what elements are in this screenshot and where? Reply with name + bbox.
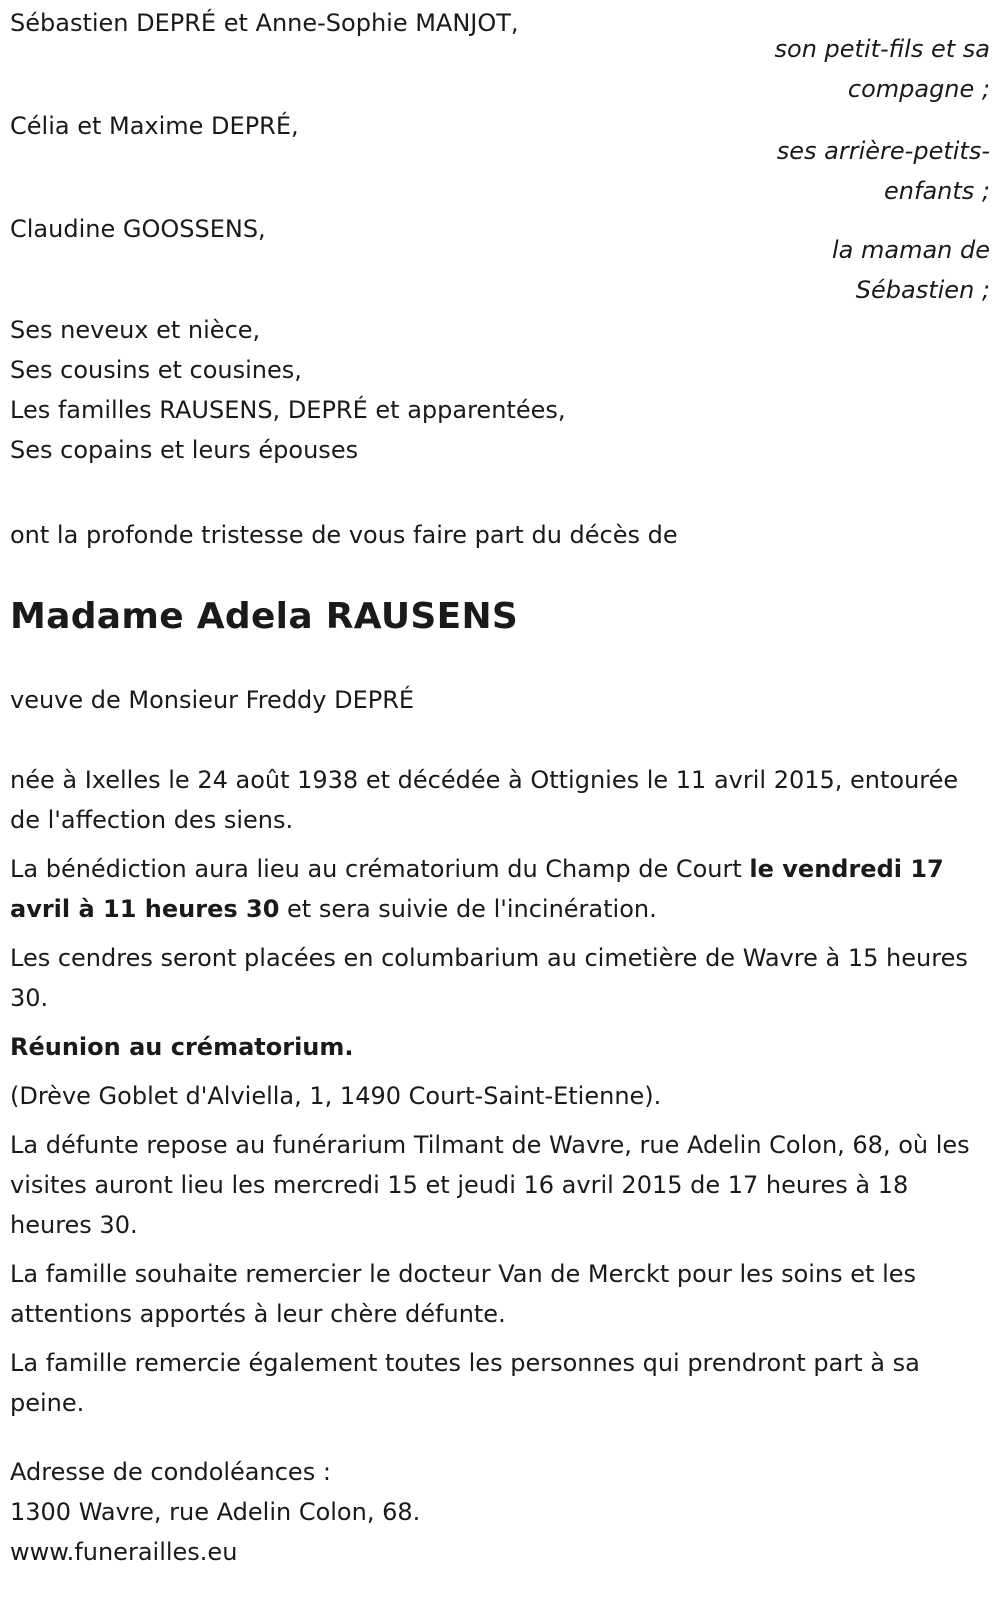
ashes-paragraph: Les cendres seront placées en columbarium au cimetière de Wavre à 15 heures 30. (10, 944, 968, 1012)
blessing-outro: et sera suivie de l'incinération. (279, 895, 657, 923)
blessing-paragraph (10, 849, 985, 929)
relatives-line: Ses copains et leurs épouses (10, 436, 359, 464)
mourner-name: Célia et Maxime DEPRÉ, (10, 112, 299, 140)
mourner-relation: son petit-fils et sa compagne ; (774, 35, 990, 103)
blessing-intro: La bénédiction aura lieu au crématorium du Champ de Court (10, 855, 750, 883)
mourner-relation: ses arrière-petits-enfants ; (776, 137, 990, 205)
thanks-all-paragraph: La famille remercie également toutes les personnes qui prendront part à sa peine. (10, 1349, 920, 1417)
relatives-line: Ses neveux et nièce, (10, 316, 261, 344)
funeral-details (10, 760, 985, 1432)
condolences-block (10, 1452, 910, 1572)
visitation-paragraph: La défunte repose au funérarium Tilmant de Wavre, rue Adelin Colon, 68, où les visites auront lieu les mercredi 15 et jeudi 16 avril 2015 de 17 heures à 18 heures 30. (10, 1131, 970, 1239)
birth-death-paragraph: née à Ixelles le 24 août 1938 et décédée à Ottignies le 11 avril 2015, entourée de l'affection des siens. (10, 766, 959, 834)
mourner-name: Claudine GOOSSENS, (10, 215, 266, 243)
mourner-name: Sébastien DEPRÉ et Anne-Sophie MANJOT, (10, 9, 519, 37)
website-link[interactable]: www.funerailles.eu (10, 1538, 238, 1566)
relatives-list (10, 310, 910, 470)
relatives-line: Ses cousins et cousines, (10, 356, 302, 384)
widow-of-text: veuve de Monsieur Freddy DEPRÉ (10, 686, 415, 714)
condolences-label: Adresse de condoléances : (10, 1458, 331, 1486)
condolences-address: 1300 Wavre, rue Adelin Colon, 68. (10, 1498, 421, 1526)
meeting-paragraph: Réunion au crématorium. (10, 1033, 354, 1061)
crematorium-address: (Drève Goblet d'Alviella, 1, 1490 Court-Saint-Etienne). (10, 1082, 662, 1110)
relatives-line: Les familles RAUSENS, DEPRÉ et apparentées, (10, 396, 566, 424)
thanks-doctor-paragraph: La famille souhaite remercier le docteur Van de Merckt pour les soins et les attentions apportés à leur chère défunte. (10, 1260, 917, 1328)
blessing-date: le vendredi 17 avril à 11 heures 30 (10, 855, 944, 923)
deceased-name: Madame Adela RAUSENS (10, 596, 519, 637)
mourner-relation: la maman de Sébastien ; (831, 236, 990, 304)
announcement-text: ont la profonde tristesse de vous faire part du décès de (10, 521, 678, 549)
